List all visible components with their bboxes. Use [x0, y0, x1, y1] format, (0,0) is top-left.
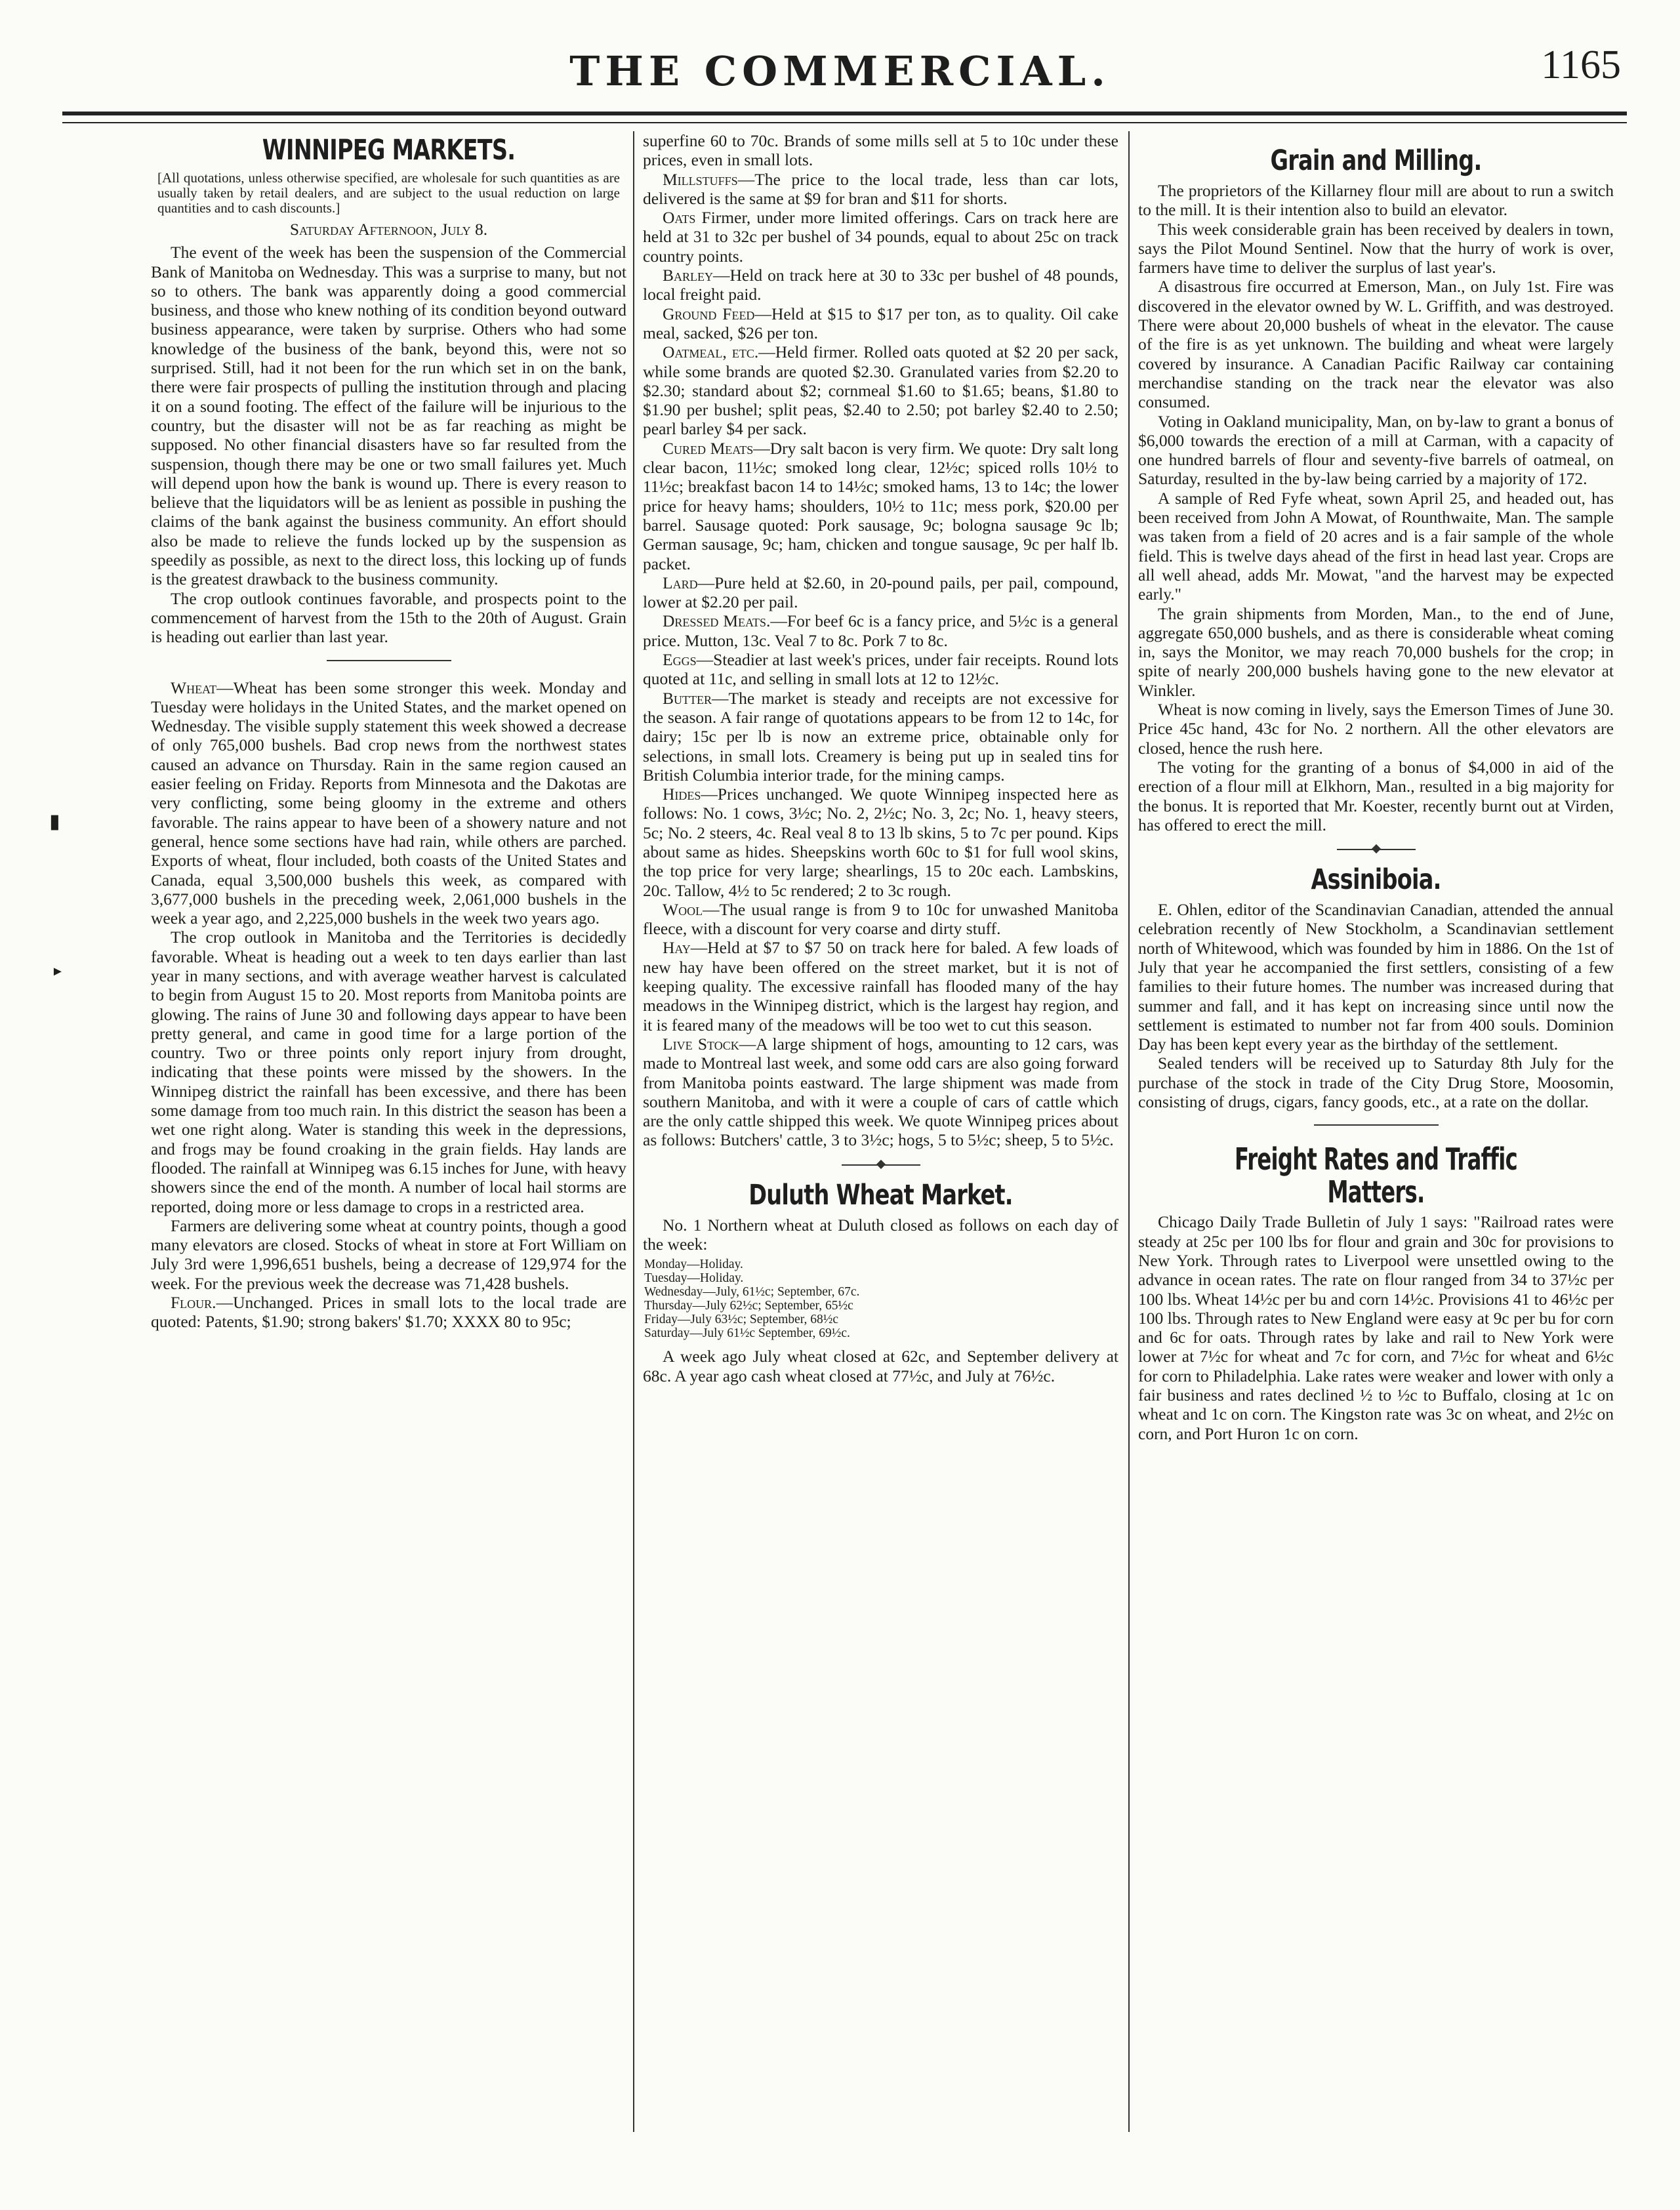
lead-word: Wool [663, 899, 703, 919]
paragraph: Voting in Oakland municipality, Man, on by-law to grant a bonus of $6,000 towards the erection of a mill at Carman, with a capacity of one hundred barrels of flour and seventy-five barrels of oatmeal, on Saturday, resulted in the by-law being carried by a majority of 172. [1138, 411, 1614, 489]
column-2 [643, 131, 1118, 2148]
paragraph: E. Ohlen, editor of the Scandinavian Canadian, attended the annual celebration recently of New Stockholm, a Scandinavian settlement north of Whitewood, which was founded by him in 1886. On the 1st of July that year he accompanied the first settlers, consisting of a few families to their future homes. The number was increased during that summer and fall, and it has kept on increasing since until now the settlement is estimated to number not far from 400 souls. Dominion Day has been kept every year as the birthday of the settlement. [1138, 900, 1614, 1054]
masthead: THE COMMERCIAL. [569, 47, 1111, 95]
paragraph: The grain shipments from Morden, Man., to the end of June, aggregate 650,000 bushels, and as there is considerable wheat coming in, says the Monitor, we may reach 70,000 bushels for the crop; in spite of nearly 200,000 bushels having gone to the new elevator at Winkler. [1138, 604, 1614, 700]
paragraph-flour [151, 1293, 626, 1332]
section-rule [327, 660, 451, 661]
price-line: Saturday—July 61½c September, 69½c. [644, 1326, 850, 1341]
paragraph [643, 611, 1118, 650]
header-rule-thin [62, 122, 1627, 123]
paragraph-text: —Pure held at $2.60, in 20-pound pails, per pail, compound, lower at $2.20 per pail. [643, 573, 1118, 612]
paragraph [643, 900, 1118, 939]
paragraph-wheat [151, 678, 626, 928]
section-heading-grain-milling: Grain and Milling. [1270, 144, 1482, 177]
price-line: Friday—July 63½c; September, 68½c [644, 1313, 839, 1327]
lead-word: Flour. [171, 1293, 216, 1313]
paragraph: Wheat is now coming in lively, says the Emerson Times of June 30. Price 45c hand, 43c for No. 2 northern. All the other elevators are closed, hence the rush here. [1138, 700, 1614, 758]
paragraph [643, 170, 1118, 209]
section-heading-duluth: Duluth Wheat Market. [748, 1178, 1013, 1212]
lead-word: Butter [663, 688, 712, 708]
lead-word: Ground Feed [663, 304, 755, 323]
paragraph [643, 266, 1118, 304]
lead-word: Hay [663, 938, 691, 958]
page-number: 1165 [1541, 43, 1621, 87]
paragraph-text: —A large shipment of hogs, amounting to 12 cars, was made to Montreal last week, and some odd cars are also going forward from Manitoba points eastward. The large shipment was made from southern Manitoba, and with it were a couple of cars of cattle which are the only cattle shipped this week. We quote Winnipeg prices about as follows: Butchers' cattle, 3 to 3½c; hogs, 5 to 5½c; sheep, 5 to 5½c. [643, 1034, 1118, 1150]
section-heading-assiniboia: Assiniboia. [1311, 863, 1441, 897]
paragraph-text: —The market is steady and receipts are not excessive for the season. A fair range of quotations appears to be from 12 to 14c, for dairy; 15c per lb is now an extreme price, obtainable only for selections, in small lots. Creamery is being put up in sealed tins for British Columbia interior trade, for the mining camps. [643, 688, 1118, 785]
quotation-note: [All quotations, unless otherwise specified, are wholesale for such quantities as are usually taken by retail dealers, and are subject to the usual reduction on large quantities and to cash discounts.] [157, 170, 620, 216]
paragraph-text: —Prices unchanged. We quote Winnipeg inspected here as follows: No. 1 cows, 3½c; No. 2, 2½c; No. 3, 2c; No. 1, heavy steers, 5c; No. 2 steers, 4c. Real veal 8 to 13 lb skins, 5 to 7c per pound. Kips about same as hides. Sheepskins worth 60c to $1 for full wool skins, the top price for very large; shearlings, 15 to 20c each. Lambskins, 20c. Tallow, 4½ to 5c rendered; 2 to 3c rough. [643, 785, 1118, 900]
paragraph [643, 785, 1118, 900]
lead-word: Eggs [663, 650, 697, 670]
section-heading-freight: Freight Rates and Traffic Matters. [1234, 1141, 1517, 1210]
section-rule [1314, 1124, 1439, 1126]
lead-word: Cured Meats [663, 438, 754, 458]
lead-word: Hides [663, 785, 701, 804]
margin-mark: ▮ [49, 811, 60, 832]
column-divider [1128, 131, 1130, 2132]
lead-word: Millstuffs [663, 169, 738, 189]
paragraph: Farmers are delivering some wheat at country points, though a good many elevators are closed. Stocks of wheat in store at Fort William on July 3rd were 1,996,651 bushels, being a decrease of 129,974 for the week. For the previous week the decrease was 71,428 bushels. [151, 1216, 626, 1293]
paragraph-text: Firmer, under more limited offerings. Cars on track here are held at 31 to 32c per bushel of 34 pounds, equal to about 25c on track country points. [643, 208, 1118, 266]
price-line: Thursday—July 62½c; September, 65½c [644, 1299, 853, 1313]
price-line: Wednesday—July, 61½c; September, 67c. [644, 1285, 860, 1299]
paragraph: The voting for the granting of a bonus of $4,000 in aid of the erection of a flour mill at Elkhorn, Man., resulted in a big majority for the bonus. It is reported that Mr. Koester, recently burnt out at Virden, has offered to erect the mill. [1138, 757, 1614, 834]
paragraph [643, 304, 1118, 343]
paragraph-text: —Wheat has been some stronger this week. Monday and Tuesday were holidays in the United States, and the market opened on Wednesday. The visible supply statement this week showed a decrease of only 765,000 bushels. Bad crop news from the northwest states caused an advance on Thursday. Rain in the same region caused an easier feeling on Friday. Reports from Minnesota and the Dakotas are very conflicting, some being gloomy in the extreme and others favorable. The rains appear to have been of a showery nature and not general, hence some sections have had rain, while others are parched. Exports of wheat, flour included, both coasts of the United States and Canada, equal 3,500,000 bushels this week, as compared with 3,677,000 bushels in the preceding week, 2,061,000 bushels in the week a year ago, and 2,225,000 bushels in the week two years ago. [151, 678, 626, 928]
paragraph [643, 342, 1118, 438]
paragraph: superfine 60 to 70c. Brands of some mills sell at 5 to 10c under these prices, even in small lots. [643, 131, 1118, 170]
dateline: Saturday Afternoon, July 8. [289, 220, 488, 239]
paragraph: The crop outlook in Manitoba and the Territories is decidedly favorable. Wheat is heading out a week to ten days earlier than last year in many sections, and with average weather harvest is calculated to begin from August 15 to 20. Most reports from Manitoba points are glowing. The rains of June 30 and following days appear to have been pretty general, and came in good time for a large portion of the country. Two or three points only report injury from drought, indicating that these points were missed by the showers. In the Winnipeg district the rainfall has been excessive, and there has been some damage from too much rain. In this district the season has been a wet one right along. Water is standing this week in the depressions, and frogs may be found croaking in the grain fields. Hay lands are flooded. The rainfall at Winnipeg was 6.15 inches for June, with heavy showers since the end of the month. A number of local hail storms are reported, doing more or less damage to crops in a restricted area. [151, 928, 626, 1216]
paragraph-text: —Held at $7 to $7 50 on track here for baled. A few loads of new hay have been offered on the street market, but it is not of keeping quality. The excessive rainfall has flooded many of the hay meadows in the Winnipeg district, which is the largest hay region, and it is feared many of the meadows will be too wet to cut this season. [643, 938, 1118, 1034]
paragraph [643, 208, 1118, 266]
lead-word: Wheat [171, 678, 217, 697]
lead-word: Live Stock [663, 1034, 739, 1054]
paragraph-text: —Dry salt bacon is very firm. We quote: Dry salt long clear bacon, 11½c; smoked long clear, 12½c; spiced rolls 10½ to 11½c; breakfast bacon 14 to 14½c; smoked hams, 13 to 14c; the lower price for heavy hams; shoulders, 10½ to 11c; mess pork, $20.00 per barrel. Sausage quoted: Pork sausage, 9c; bologna sausage 9c lb; German sausage, 9c; ham, chicken and tongue sausage, 9c per half lb. packet. [643, 438, 1118, 573]
paragraph [643, 650, 1118, 689]
paragraph: Sealed tenders will be received up to Saturday 8th July for the purchase of the stock in trade of the City Drug Store, Moosomin, consisting of drugs, cigars, fancy goods, etc., at a rate on the dollar. [1138, 1054, 1614, 1112]
paragraph: The crop outlook continues favorable, and prospects point to the commencement of harvest from the 15th to the 20th of August. Grain is heading out earlier than last year. [151, 588, 626, 647]
margin-mark: ► [51, 964, 64, 979]
lead-word: Oats [663, 208, 696, 228]
paragraph: A week ago July wheat closed at 62c, and September delivery at 68c. A year ago cash wheat closed at 77½c, and July at 76½c. [643, 1347, 1118, 1385]
paragraph: No. 1 Northern wheat at Duluth closed as follows on each day of the week: [643, 1215, 1118, 1254]
price-line: Monday—Holiday. [644, 1258, 743, 1272]
lead-word: Oatmeal, etc. [663, 342, 759, 362]
paragraph: A sample of Red Fyfe wheat, sown April 25, and headed out, has been received from John A Mowat, of Rounthwaite, Man. The sample was taken from a field of 20 acres and is a fair sample of the whole field. This is twelve days ahead of the first in head last year. Crops are all well ahead, adds Mr. Mowat, "and the harvest may be expected early." [1138, 488, 1614, 604]
paragraph [643, 439, 1118, 573]
paragraph-text: —Held on track here at 30 to 33c per bushel of 48 pounds, local freight paid. [643, 266, 1118, 304]
paragraph: The event of the week has been the suspension of the Commercial Bank of Manitoba on Wednesday. This was a surprise to many, but not so to others. The bank was apparently doing a good commercial business, and those who knew nothing of its condition beyond outward business appearance, were taken by surprise. Others who had some knowledge of the business of the bank, beyond this, were not so surprised. Still, had it not been for the run which set in on the bank, there were fair prospects of pulling the institution through and placing it on a sound footing. The effect of the failure will be injurious to the country, but the disaster will not be as far reaching as might be supposed. No other financial disasters have so far resulted from the suspension, though there may be one or two small failures yet. Much will depend upon how the bank is wound up. There is every reason to believe that the liquidators will be as lenient as possible in pushing the claims of the bank against the business community. An effort should also be made to relieve the funds locked up by the suspension as speedily as possible, as next to the direct loss, this locking up of funds is the greatest drawback to the business community. [151, 243, 626, 589]
header-rule-thick [62, 112, 1627, 115]
column-divider [633, 131, 634, 2132]
paragraph-text: —Held at $15 to $17 per ton, as to quality. Oil cake meal, sacked, $26 per ton. [643, 304, 1118, 342]
page-header [0, 0, 1680, 138]
paragraph: The proprietors of the Killarney flour mill are about to run a switch to the mill. It is their intention also to build an elevator. [1138, 181, 1614, 220]
paragraph-text: —Unchanged. Prices in small lots to the local trade are quoted: Patents, $1.90; strong bakers' $1.70; XXXX 80 to 95c; [151, 1293, 626, 1332]
paragraph [643, 938, 1118, 1034]
lead-word: Barley [663, 266, 714, 285]
lead-word: Dressed Meats. [663, 611, 771, 631]
price-line: Tuesday—Holiday. [644, 1271, 744, 1286]
section-ornament [1337, 849, 1416, 850]
section-ornament [842, 1164, 920, 1166]
paragraph [643, 689, 1118, 785]
paragraph: A disastrous fire occurred at Emerson, Man., on July 1st. Fire was discovered in the elevator owned by W. L. Griffith, and was destroyed. There were about 20,000 bushels of wheat in the elevator. The cause of the fire is as yet unknown. The building and wheat were largely covered by insurance. A Canadian Pacific Railway car containing merchandise standing on the track near the elevator was also consumed. [1138, 277, 1614, 412]
paragraph [643, 573, 1118, 612]
section-heading-winnipeg-markets: WINNIPEG MARKETS. [262, 134, 516, 167]
paragraph-text: —The usual range is from 9 to 10c for unwashed Manitoba fleece, with a discount for very coarse and dirty stuff. [643, 899, 1118, 939]
column-3 [1138, 131, 1614, 2148]
paragraph: Chicago Daily Trade Bulletin of July 1 says: "Railroad rates were steady at 25c per 100 lbs for flour and grain and 30c for provisions to New York. Through rates to Liverpool were unsettled owing to the advance in ocean rates. The rate on flour ranged from 34 to 37½c per 100 lbs. Wheat 14½c per bu and corn 14½c. Provisions 41 to 46½c per 100 lbs. Through rates to New England were easy at 9c per bu for corn and 6c for oats. Through rates by lake and rail to New York were lower at 7½c for wheat and 7c for corn, and 7½c for wheat and 6½c for corn to Philadelphia. Lake rates were weaker and lower with only a fair business and rates declined ½ to ½c to Buffalo, closing at 1c on wheat and 1c on corn. The Kingston rate was 3c on wheat, and 2½c on corn, and Port Huron 1c on corn. [1138, 1212, 1614, 1443]
paragraph-text: —Held firmer. Rolled oats quoted at $2 20 per sack, while some brands are quoted $2.30. Granulated varies from $2.20 to $2.30; standard about $2; cornmeal $1.60 to $1.65; beans, $1.80 to $1.90 per bushel; split peas, $2.40 to 2.50; pot barley $2.40 to 2.50; pearl barley $4 per sack. [643, 342, 1118, 439]
paragraph [643, 1034, 1118, 1150]
paragraph-text: —The price to the local trade, less than car lots, delivered is the same at $9 for bran and $11 for shorts. [643, 169, 1118, 208]
duluth-price-list [644, 1258, 1118, 1340]
paragraph: This week considerable grain has been received by dealers in town, says the Pilot Mound Sentinel. Now that the hurry of work is over, farmers have time to deliver the surplus of last year's. [1138, 219, 1614, 277]
paragraph-text: —For beef 6c is a fancy price, and 5½c is a general price. Mutton, 13c. Veal 7 to 8c. Pork 7 to 8c. [643, 611, 1118, 650]
lead-word: Lard [663, 573, 698, 592]
column-1 [151, 131, 626, 2148]
paragraph-text: —Steadier at last week's prices, under fair receipts. Round lots quoted at 11c, and selling in small lots at 12 to 12½c. [643, 650, 1118, 689]
